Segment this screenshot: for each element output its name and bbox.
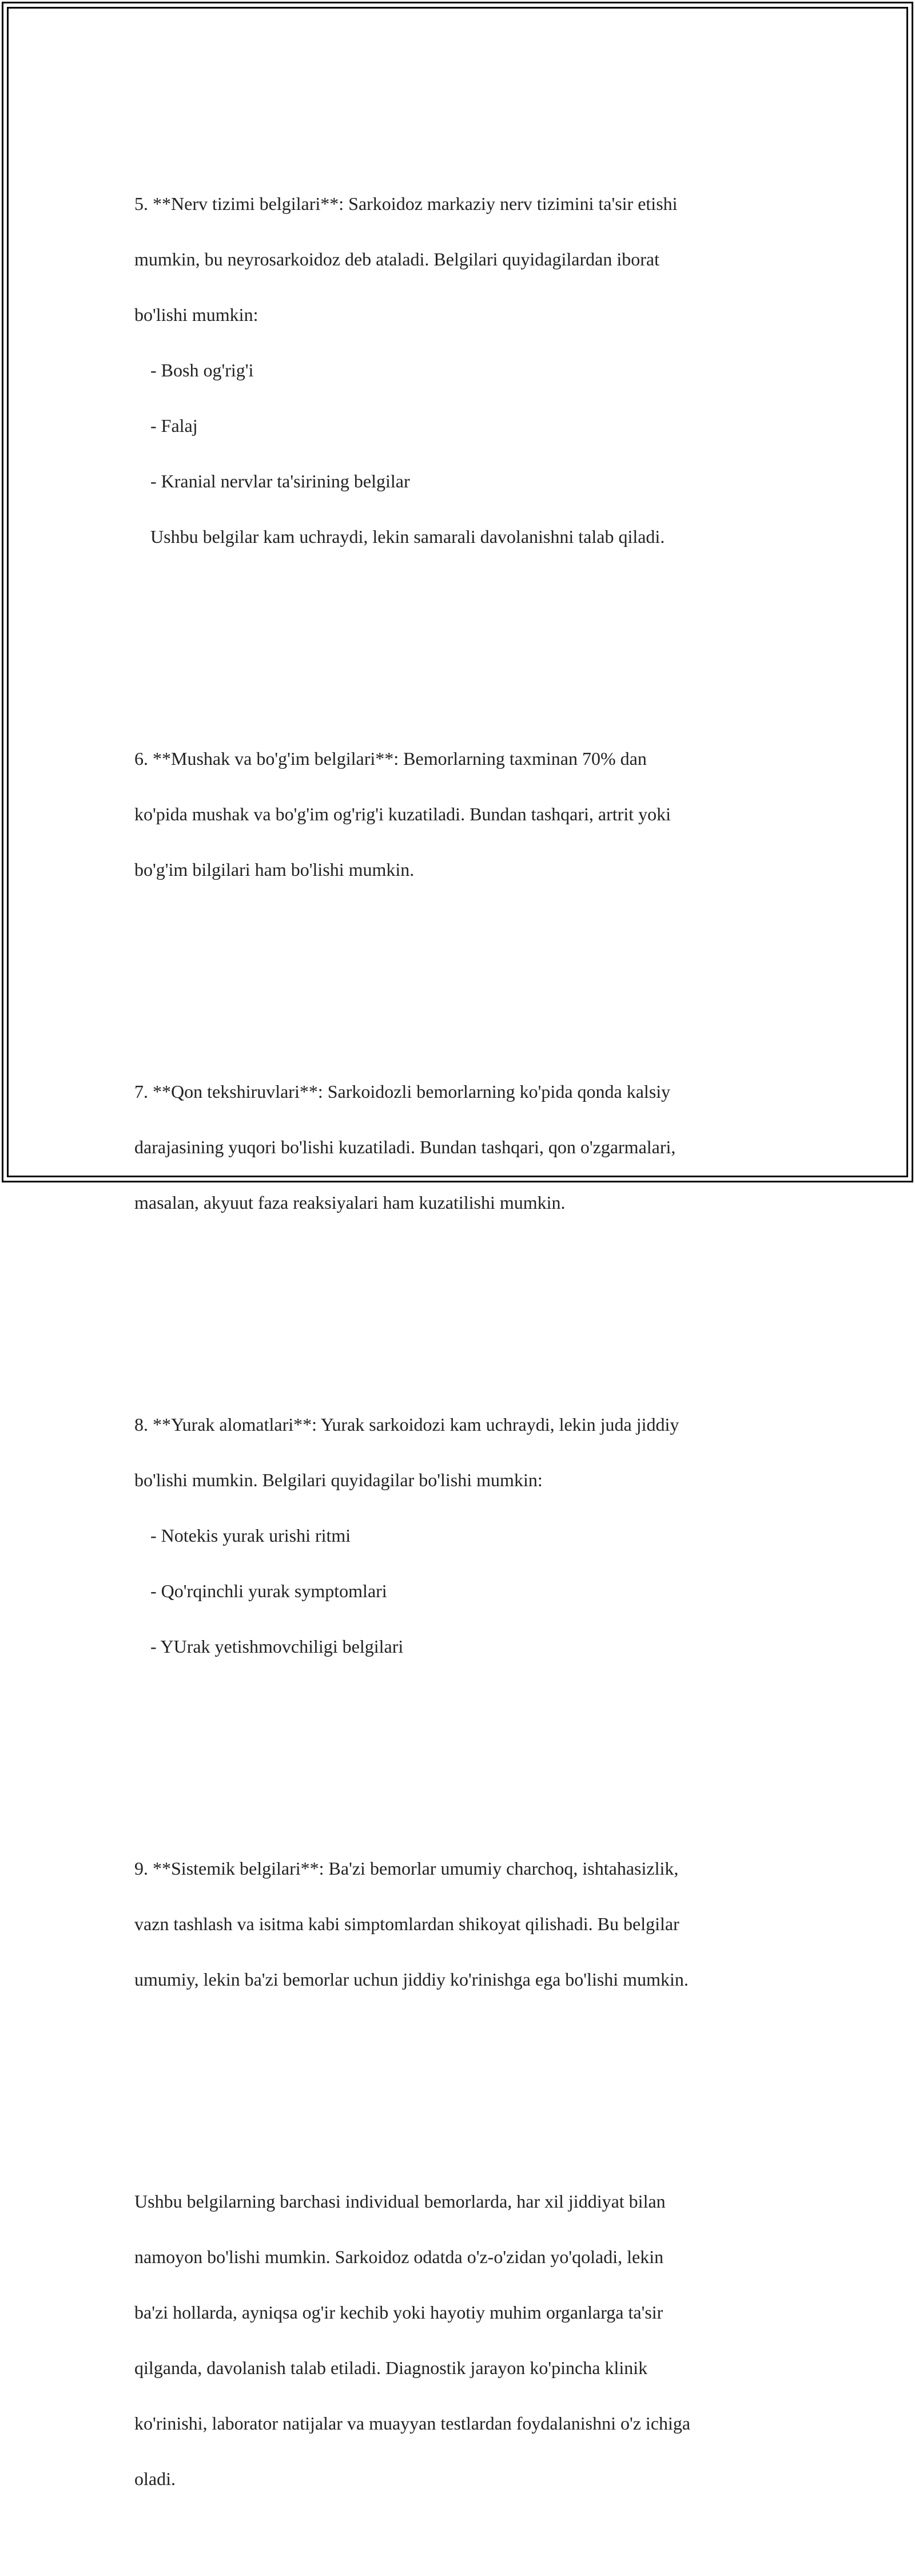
text-line: namoyon bo'lishi mumkin. Sarkoidoz odatda o'z-o'zidan yo'qoladi, lekin [134, 2246, 664, 2267]
text-line: darajasining yuqori bo'lishi kuzatiladi. Bundan tashqari, qon o'zgarmalari, [134, 1136, 676, 1157]
section-conclusion [134, 2160, 781, 2521]
section-qon-tekshiruvlari [134, 1050, 781, 1244]
text-line: bo'lishi mumkin: [134, 304, 258, 325]
bullet-item: - YUrak yetishmovchiligi belgilari [150, 1636, 404, 1657]
text-line: vazn tashlash va isitma kabi simptomlardan shikoyat qilishadi. Bu belgilar [134, 1913, 679, 1934]
section-note: Ushbu belgilar kam uchraydi, lekin samarali davolanishni talab qiladi. [150, 526, 665, 547]
bullet-item: - Kranial nervlar ta'sirining belgilar [150, 470, 410, 491]
paragraph-gap [134, 2077, 781, 2105]
bullet-item: - Notekis yurak urishi ritmi [150, 1525, 351, 1546]
section-nerv-tizimi [134, 162, 781, 578]
text-line: ko'pida mushak va bo'g'im og'rig'i kuzatiladi. Bundan tashqari, artrit yoki [134, 803, 671, 824]
text-line: bo'g'im bilgilari ham bo'lishi mumkin. [134, 859, 415, 880]
text-line: ko'rinishi, laborator natijalar va muayyan testlardan foydalanishni o'z ichiga [134, 2412, 691, 2434]
bullet-item: - Falaj [150, 415, 198, 436]
bullet-item: - Qo'rqinchli yurak symptomlari [150, 1580, 387, 1601]
text-line: mumkin, bu neyrosarkoidoz deb ataladi. Belgilari quyidagilardan iborat [134, 248, 659, 269]
document-body [134, 106, 781, 2576]
text-line: oladi. [134, 2468, 176, 2489]
bullet-item: - Bosh og'rig'i [150, 359, 254, 380]
text-line: Ushbu belgilarning barchasi individual bemorlarda, har xil jiddiyat bilan [134, 2190, 666, 2212]
paragraph-gap [134, 1300, 781, 1328]
text-line: masalan, akyuut faza reaksiyalari ham kuzatilishi mumkin. [134, 1192, 566, 1213]
paragraph-gap [134, 1744, 781, 1772]
paragraph-gap [134, 967, 781, 995]
text-line: umumiy, lekin ba'zi bemorlar uchun jiddiy ko'rinishga ega bo'lishi mumkin. [134, 1968, 689, 1990]
text-line: 5. **Nerv tizimi belgilari**: Sarkoidoz markaziy nerv tizimini ta'sir etishi [134, 193, 678, 214]
text-line: 7. **Qon tekshiruvlari**: Sarkoidozli bemorlarning ko'pida qonda kalsiy [134, 1081, 671, 1102]
text-line: 8. **Yurak alomatlari**: Yurak sarkoidozi kam uchraydi, lekin juda jiddiy [134, 1414, 679, 1435]
section-yurak-alomatlari [134, 1383, 781, 1688]
section-sistemik-belgilari [134, 1827, 781, 2021]
section-mushak-bogim [134, 717, 781, 911]
text-line: qilganda, davolanish talab etiladi. Diagnostik jarayon ko'pincha klinik [134, 2357, 648, 2378]
text-line: 9. **Sistemik belgilari**: Ba'zi bemorlar umumiy charchoq, ishtahasizlik, [134, 1857, 679, 1879]
text-line: bo'lishi mumkin. Belgilari quyidagilar bo'lishi mumkin: [134, 1469, 543, 1490]
text-line: 6. **Mushak va bo'g'im belgilari**: Bemorlarning taxminan 70% dan [134, 748, 647, 769]
text-line: ba'zi hollarda, ayniqsa og'ir kechib yoki hayotiy muhim organlarga ta'sir [134, 2301, 663, 2323]
paragraph-gap [134, 634, 781, 662]
